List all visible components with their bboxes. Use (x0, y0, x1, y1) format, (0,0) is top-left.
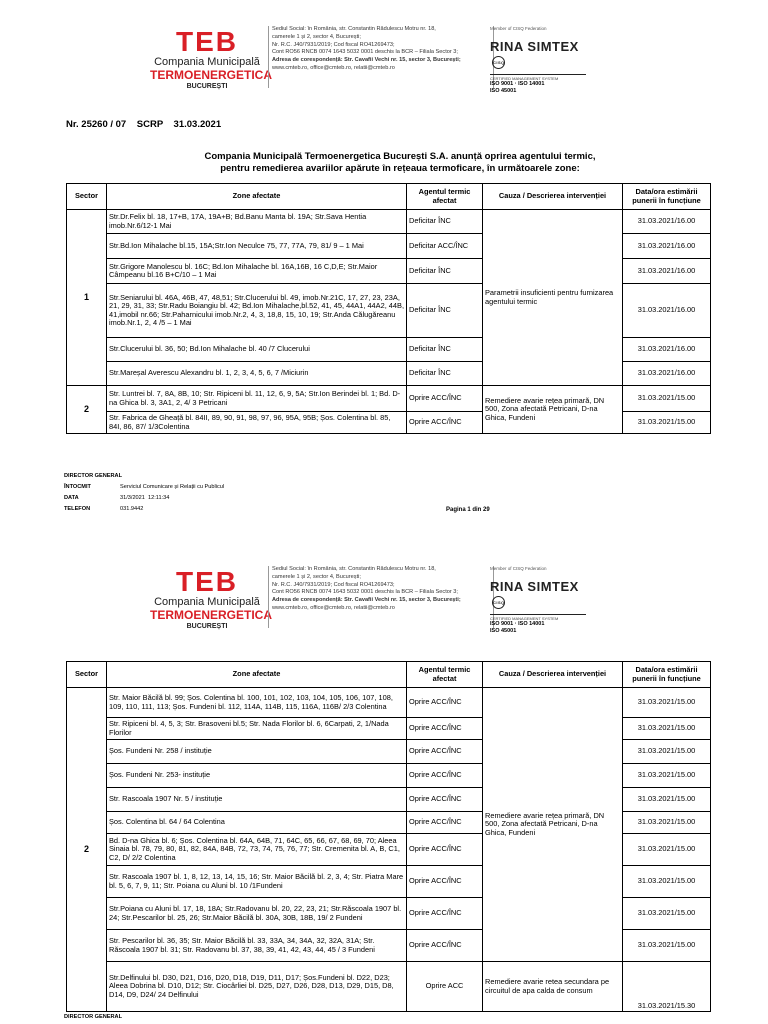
address-line: Cont RO56 RNCB 0074 1643 5032 0001 deschis la BCR – Filiala Sector 3; (272, 589, 458, 596)
footer-data-label: DATA (64, 495, 79, 501)
zone-cell: Șos. Fundeni Nr. 258 / instituție (107, 740, 407, 764)
zone-cell: Șos. Fundeni Nr. 253- instituție (107, 764, 407, 788)
cause-cell: Remediere avarie rețea primară, DN 500, Zona afectată Petricani, D-na Ghica, Fundeni (483, 688, 623, 962)
agent-cell: Deficitar ÎNC (407, 210, 483, 234)
zone-cell: Str.Poiana cu Aluni bl. 17, 18, 18A; Str.Radovanu bl. 20, 22, 23, 21; Str.Răscoala 1907 bl. 24; Str.Pescarilor bl. 25, 26; Str.Maior Băcilă bl. 30A, 30B, 18B, 19/ 2 Fundeni (107, 898, 407, 930)
header-date: Data/ora estimării punerii în funcțiune (623, 184, 711, 210)
zone-cell: Str.Dr.Felix bl. 18, 17+B, 17A, 19A+B; Bd.Banu Manta bl. 19A; Str.Sava Hentia imob.Nr.6/12-1 Mai (107, 210, 407, 234)
table-header-row (67, 184, 711, 210)
page-footer (64, 471, 224, 515)
letterhead (0, 562, 768, 642)
table-row (67, 962, 711, 1012)
agent-cell: Deficitar ACC/ÎNC (407, 234, 483, 259)
logo-company-line3: BUCUREȘTI (186, 83, 228, 90)
web-contacts: www.cmteb.ro, office@cmteb.ro, relatii@cmteb.ro (272, 64, 395, 71)
date-cell: 31.03.2021/16.00 (623, 210, 711, 234)
interruptions-table-page2 (66, 661, 711, 1012)
page-footer (64, 1012, 122, 1023)
company-address-block (268, 566, 494, 628)
address-line: Nr. R.C. J40/7931/2019; Cod fiscal RO41269473; (272, 581, 395, 588)
cert-member-text: Member of CISQ Federation (490, 566, 547, 571)
address-line: camerele 1 și 2, sector 4, București; (272, 33, 361, 40)
cause-cell: Remediere avarie retea secundara pe circuitul de apa calda de consum (483, 962, 623, 1012)
cert-brand-text: RINA SIMTEX (490, 579, 579, 594)
date-cell: 31.03.2021/15.00 (623, 688, 711, 718)
date-cell: 31.03.2021/15.00 (623, 834, 711, 866)
sector-cell: 1 (67, 210, 107, 386)
certification-logo (490, 566, 586, 634)
web-contacts: www.cmteb.ro, office@cmteb.ro, relatii@cmteb.ro (272, 604, 395, 611)
zone-cell: Bd. D-na Ghica bl. 6; Șos. Colentina bl. 64A, 64B, 71, 64C, 65, 66, 67, 68, 69, 70; Aleea Sinaia bl. 78, 79, 80, 81, 82, 84A, 84B, 72, 73, 74, 75, 76, 77; Str. Cremenita bl. A, B, C1, C2, D/ 2/2 Colentina (107, 834, 407, 866)
zone-cell: Str. Pescarilor bl. 36, 35; Str. Maior Băcilă bl. 33, 33A, 34, 34A, 32, 32A, 31A; Str. Răscoala 1907 bl. 31; Str. Radovanu bl. 37, 38, 39, 41, 42, 43, 44, 45 / 3 Fundeni (107, 930, 407, 962)
address-line: Nr. R.C. J40/7931/2019; Cod fiscal RO41269473; (272, 41, 395, 48)
zone-cell: Str. Rascoala 1907 bl. 1, 8, 12, 13, 14, 15, 16; Str. Maior Băcilă bl. 2, 3, 4; Str. Piatra Mare bl. 5, 6, 7, 9, 11; Str. Poiana cu Aluni bl. 10 /1Fundeni (107, 866, 407, 898)
date-cell: 31.03.2021/15.00 (623, 764, 711, 788)
date-cell: 31.03.2021/15.30 (623, 962, 711, 1012)
cisq-badge-icon: CISQ (492, 56, 505, 69)
zone-cell: Str. Maior Băcilă bl. 99; Șos. Colentina bl. 100, 101, 102, 103, 104, 105, 106, 107, 108, 109, 110, 111, 113; Șos. Fundeni bl. 112, 114A, 114B, 115, 116A, 116B/ 2/3 Colentina (107, 688, 407, 718)
agent-cell: Oprire ACC/ÎNC (407, 898, 483, 930)
zone-cell: Str. Rascoala 1907 Nr. 5 / instituție (107, 788, 407, 812)
logo-mark: TEB (176, 26, 238, 57)
date-cell: 31.03.2021/16.00 (623, 259, 711, 284)
announcement-line1: Compania Municipală Termoenergetica București S.A. anunță oprirea agentului termic, (204, 151, 596, 162)
header-sector: Sector (67, 184, 107, 210)
zone-cell: Str.Bd.Ion Mihalache bl.15, 15A;Str.Ion Neculce 75, 77, 77A, 79, 81/ 9 – 1 Mai (107, 234, 407, 259)
cert-iso-line1: ISO 9001 · ISO 14001 (490, 621, 545, 628)
agent-cell: Oprire ACC/ÎNC (407, 740, 483, 764)
table-header-row (67, 662, 711, 688)
footer-data (64, 493, 224, 504)
page-number: Pagina 1 din 29 (446, 507, 490, 513)
address-line: Cont RO56 RNCB 0074 1643 5032 0001 deschis la BCR – Filiala Sector 3; (272, 49, 458, 56)
cisq-badge-icon: CISQ (492, 596, 505, 609)
footer-director: DIRECTOR GENERAL (64, 473, 123, 479)
header-sector: Sector (67, 662, 107, 688)
footer-director: DIRECTOR GENERAL (64, 1014, 123, 1020)
sector-cell: 2 (67, 386, 107, 434)
zone-cell: Str. Luntrei bl. 7, 8A, 8B, 10; Str. Ripiceni bl. 11, 12, 6, 9, 5A; Str.Ion Berindei bl. 1; Bd. D-na Ghica bl. 3, 3A1, 2, 4/ 3 Petricani (107, 386, 407, 412)
header-zones: Zone afectate (107, 662, 407, 688)
date-cell: 31.03.2021/15.00 (623, 898, 711, 930)
company-address-block (268, 26, 494, 88)
agent-cell: Deficitar ÎNC (407, 259, 483, 284)
agent-cell: Deficitar ÎNC (407, 362, 483, 386)
logo-mark: TEB (176, 566, 238, 597)
agent-cell: Oprire ACC/ÎNC (407, 834, 483, 866)
cause-cell: Parametrii insuficienti pentru furnizarea agentului termic (483, 210, 623, 386)
agent-cell: Oprire ACC/ÎNC (407, 688, 483, 718)
zone-cell: Str.Delfinului bl. D30, D21, D16, D20, D18, D19, D11, D17; Șos.Fundeni bl. D22, D23; Aleea Dobrina bl. D10, D12; Str. Ciocârliei bl. D25, D27, D26, D28, D13, D29, D15, D8, D14, D9, D24/ 24 Delfinului (107, 962, 407, 1012)
agent-cell: Deficitar ÎNC (407, 284, 483, 338)
agent-cell: Oprire ACC/ÎNC (407, 718, 483, 740)
zone-cell: Str.Mareșal Averescu Alexandru bl. 1, 2, 3, 4, 5, 6, 7 /Miciurin (107, 362, 407, 386)
header-agent: Agentul termic afectat (407, 662, 483, 688)
cert-iso-line2: ISO 45001 (490, 87, 517, 94)
date-cell: 31.03.2021/15.00 (623, 812, 711, 834)
footer-telefon (64, 504, 224, 515)
document-reference: Nr. 25260 / 07 SCRP 31.03.2021 (66, 119, 222, 130)
footer-intocmit-value: Serviciul Comunicare și Relații cu Publicul (120, 484, 225, 490)
cert-member-text: Member of CISQ Federation (490, 26, 547, 31)
date-cell: 31.03.2021/15.00 (623, 930, 711, 962)
date-cell: 31.03.2021/16.00 (623, 284, 711, 338)
date-cell: 31.03.2021/15.00 (623, 740, 711, 764)
footer-intocmit (64, 482, 224, 493)
table-row (67, 210, 711, 234)
logo-company-line3: BUCUREȘTI (186, 623, 228, 630)
header-date: Data/ora estimării punerii în funcțiune (623, 662, 711, 688)
agent-cell: Oprire ACC/ÎNC (407, 788, 483, 812)
cert-brand-text: RINA SIMTEX (490, 39, 579, 54)
zone-cell: Șos. Colentina bl. 64 / 64 Colentina (107, 812, 407, 834)
announcement-line2: pentru remedierea avariilor apărute în rețeaua termoficare, în următoarele zone: (220, 163, 580, 174)
date-cell: 31.03.2021/15.00 (623, 412, 711, 434)
letterhead (0, 22, 768, 102)
cert-iso-line2: ISO 45001 (490, 627, 517, 634)
table-row (67, 688, 711, 718)
footer-data-value: 31/3/2021 12:11:34 (120, 495, 170, 501)
date-cell: 31.03.2021/16.00 (623, 362, 711, 386)
cert-system-text: CERTIFIED MANAGEMENT SYSTEM (490, 614, 586, 621)
agent-cell: Oprire ACC/ÎNC (407, 764, 483, 788)
agent-cell: Oprire ACC/ÎNC (407, 866, 483, 898)
correspondence-address: Adresa de corespondență: Str. Cavafii Vechi nr. 15, sector 3, București; (272, 57, 461, 64)
header-agent: Agentul termic afectat (407, 184, 483, 210)
footer-telefon-label: TELEFON (64, 506, 91, 512)
date-cell: 31.03.2021/15.00 (623, 866, 711, 898)
header-cause: Cauza / Descrierea intervenției (483, 662, 623, 688)
agent-cell: Oprire ACC/ÎNC (407, 930, 483, 962)
address-line: Sediul Social: în România, str. Constantin Rădulescu Motru nr. 18, (272, 566, 436, 572)
footer-telefon-value: 031.9442 (120, 506, 144, 512)
logo-company-line2: TERMOENERGETICA (150, 608, 273, 622)
date-cell: 31.03.2021/15.00 (623, 386, 711, 412)
company-logo (150, 26, 273, 91)
address-line: camerele 1 și 2, sector 4, București; (272, 573, 361, 580)
date-cell: 31.03.2021/16.00 (623, 234, 711, 259)
header-zones: Zone afectate (107, 184, 407, 210)
interruptions-table-page1 (66, 183, 711, 434)
header-cause: Cauza / Descrierea intervenției (483, 184, 623, 210)
date-cell: 31.03.2021/16.00 (623, 338, 711, 362)
sector-cell: 2 (67, 688, 107, 1012)
agent-cell: Oprire ACC/ÎNC (407, 812, 483, 834)
agent-cell: Oprire ACC/ÎNC (407, 412, 483, 434)
logo-company-line1: Compania Municipală (154, 56, 260, 68)
logo-company-line1: Compania Municipală (154, 596, 260, 608)
logo-company-line2: TERMOENERGETICA (150, 68, 273, 82)
cert-brand (490, 39, 586, 69)
company-logo (150, 566, 273, 631)
agent-cell: Deficitar ÎNC (407, 338, 483, 362)
correspondence-address: Adresa de corespondență: Str. Cavafii Vechi nr. 15, sector 3, București; (272, 597, 461, 604)
cert-system-text: CERTIFIED MANAGEMENT SYSTEM (490, 74, 586, 81)
zone-cell: Str.Clucerului bl. 36, 50; Bd.Ion Mihalache bl. 40 /7 Clucerului (107, 338, 407, 362)
footer-intocmit-label: ÎNTOCMIT (64, 484, 91, 490)
page-2 (0, 540, 768, 1024)
cert-iso-line1: ISO 9001 · ISO 14001 (490, 81, 545, 88)
cause-cell: Remediere avarie rețea primară, DN 500, Zona afectată Petricani, D-na Ghica, Fundeni (483, 386, 623, 434)
zone-cell: Str. Fabrica de Gheață bl. 84II, 89, 90, 91, 98, 97, 96, 95A, 95B; Șos. Colentina bl. 85, 84I, 86, 87/ 1/3Colentina (107, 412, 407, 434)
address-line: Sediul Social: în România, str. Constantin Rădulescu Motru nr. 18, (272, 26, 436, 32)
date-cell: 31.03.2021/15.00 (623, 718, 711, 740)
certification-logo (490, 26, 586, 94)
announcement (100, 151, 700, 175)
zone-cell: Str.Grigore Manolescu bl. 16C; Bd.Ion Mihalache bl. 16A,16B, 16 C,D,E; Str.Maior Câmpeanu bl.16 B+C/10 – 1 Mai (107, 259, 407, 284)
table-row (67, 386, 711, 412)
zone-cell: Str. Ripiceni bl. 4, 5, 3; Str. Brasoveni bl.5; Str. Nada Florilor bl. 6, 6Carpati, 2, 1/Nada Florilor (107, 718, 407, 740)
agent-cell: Oprire ACC (407, 962, 483, 1012)
zone-cell: Str.Seniarului bl. 46A, 46B, 47, 48,51; Str.Clucerului bl. 49, imob.Nr.21C, 17, 27, 23, 23A, 21, 29, 31, 33; Str.Radu Boiangiu bl. 42; Bd.Ion Mihalache,bl.52, 41, 45, 44A1, 44A2, 44B, 41,imobil nr.66; Str.Paharnicului imob.Nr.2, 4, 3, 18,8, 15, 10, 19; Str.Anda Călugăreanu imob.Nr.1, 2, 4 /5 – 1 Mai (107, 284, 407, 338)
agent-cell: Oprire ACC/ÎNC (407, 386, 483, 412)
cert-brand (490, 579, 586, 609)
date-cell: 31.03.2021/15.00 (623, 788, 711, 812)
